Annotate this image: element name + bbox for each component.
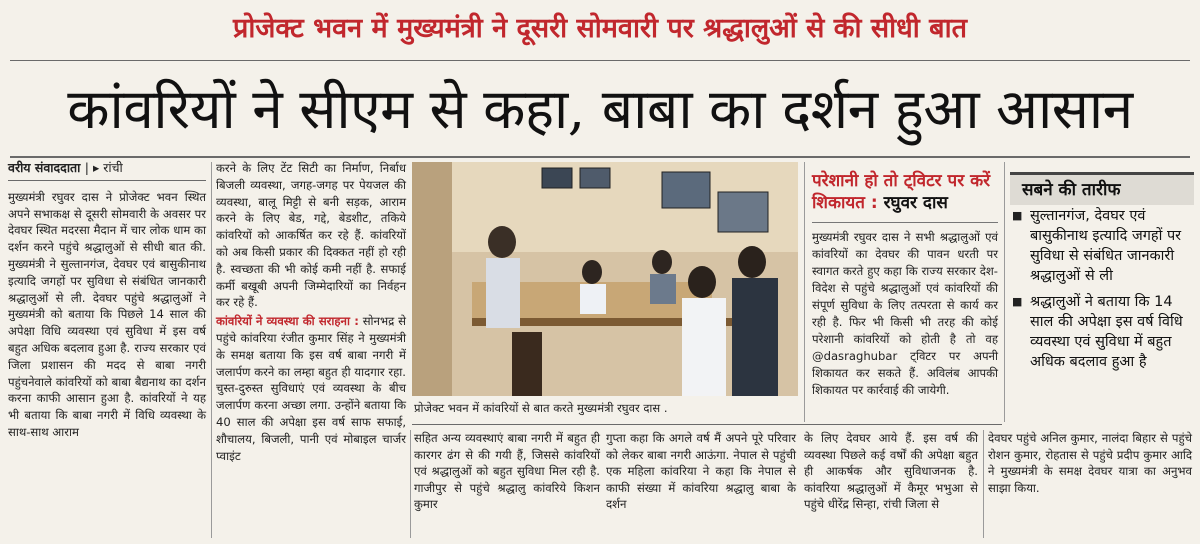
column-divider xyxy=(1004,162,1005,422)
meeting-room-illustration xyxy=(412,162,798,396)
praise-box-list xyxy=(1010,206,1196,378)
byline-place: रांची xyxy=(103,160,123,175)
article-column-2 xyxy=(216,160,406,463)
photo-caption: प्रोजेक्ट भवन में कांवरियों से बात करते मुख्यमंत्री रघुवर दास . xyxy=(414,401,668,415)
byline-divider xyxy=(8,180,206,181)
praise-item: ■ श्रद्धालुओं ने बताया कि 14 साल की अपेक्षा इस वर्ष विधि व्यवस्था एवं सुविधा में बहुत अधिक बदलाव हुआ है xyxy=(1010,292,1196,372)
twitter-box-title-line2 xyxy=(812,192,998,214)
article-text-col2a: करने के लिए टेंट सिटी का निर्माण, निर्बाध बिजली व्यवस्था, जगह-जगह पर पेयजल की व्यवस्था, बालू मिट्टी से बनी सड़क, आराम करने के लिए बेड, गद्दे, बेडशीट, तकिये कांवरियों को आकर्षित कर रहे हैं. कांवरियों को अब किसी प्रकार की दिक्कत नहीं हो रही है. स्वच्छता की भी कोई कमी नहीं है. सफाई कर्मी बखूबी अपनी जिम्मेदारियों का निर्वहन कर रहे हैं. xyxy=(216,161,406,310)
photo-bottom-divider xyxy=(412,424,1002,425)
article-subhead: कांवरियों ने व्यवस्था की सराहना : xyxy=(216,314,359,329)
praise-item: ■ सुल्तानगंज, देवघर एवं बासुकीनाथ इत्यादि जगहों पर सुविधा से संबंधित जानकारी श्रद्धालुओं से ली xyxy=(1010,206,1196,286)
main-headline: कांवरियों ने सीएम से कहा, बाबा का दर्शन हुआ आसान xyxy=(67,77,1133,141)
article-text-bottom-1: सहित अन्य व्यवस्थाएं बाबा नगरी में बहुत ही कारगर ढंग से की गयी हैं, जिससे कांवरियों एवं श्रद्धालुओं को बहुत सुविधा मिल रही है. गाजीपुर से पहुंचे श्रद्धालु कांवरिये किशन कुमार xyxy=(414,431,600,512)
byline-author: वरीय संवाददाता xyxy=(8,160,81,175)
column-divider xyxy=(983,430,984,538)
byline xyxy=(8,160,206,177)
article-text-bottom-4: देवघर पहुंचे अनिल कुमार, नालंदा बिहार से पहुंचे रोशन कुमार, रोहतास से पहुंचे प्रदीप कुमार आदि ने मुख्यमंत्री के समक्ष देवघर यात्रा का अनुभव साझा किया. xyxy=(988,431,1192,495)
byline-place-marker: | ▸ xyxy=(84,160,104,175)
column-divider xyxy=(211,162,212,538)
article-text-col1: मुख्यमंत्री रघुवर दास ने प्रोजेक्ट भवन स्थित अपने सभाकक्ष से दूसरी सोमवारी के अवसर पर देवघर स्थित मदरसा मैदान में चार लोक धाम का दर्शन करने पहुंचे श्रद्धालुओं से सीधी बात की. मुख्यमंत्री ने सुल्तानगंज, देवघर एवं बासुकीनाथ इत्यादि जगहों पर सुविधा से संबंधित जानकारी श्रद्धालुओं से ली. देवघर पहुंचे श्रद्धालुओं ने मुख्यमंत्री को बताया कि पिछले 14 साल की अपेक्षा विधि व्यवस्था एवं सुविधा में इस वर्ष बहुत अधिक बदलाव हुआ है. राज्य सरकार एवं जिला प्रशासन की मदद से बाबा नगरी पहुंचनेवाले कांवरियों को बाबा बैद्यनाथ का दर्शन करना काफी आसान हुआ है. कांवरियों ने यह भी बताया कि बाबा नगरी में विधि व्यवस्था के साथ-साथ आराम xyxy=(8,189,206,439)
twitter-box-title-prefix: शिकायत : xyxy=(812,193,884,213)
twitter-box-title-name: रघुवर दास xyxy=(883,193,948,213)
article-text-col2b: सोनभद्र से पहुंचे कांवरिया रंजीत कुमार सिंह ने मुख्यमंत्री के समक्ष बताया कि इस वर्ष बाबा नगरी में जलार्पण करने का लम्हा बहुत ही यादगार रहा. चुस्त-दुरुस्त सुविधाएं एवं व्यवस्था के बीच जलार्पण करना अच्छा लगा. उन्होंने बताया कि 40 साल की अपेक्षा इस वर्ष साफ सफाई, शौचालय, बिजली, पानी एवं मोबाइल चार्जर प्वाइंट xyxy=(216,314,406,463)
column-divider xyxy=(804,162,805,422)
article-text-bottom-3: के लिए देवघर आये हैं. इस वर्ष की व्यवस्था पिछले कई वर्षों की अपेक्षा बहुत ही आकर्षक और सुविधाजनक है. कांवरिया श्रद्धालुओं में कैमूर भभुआ से पहुंचे धीरेंद्र सिन्हा, रांची जिला से xyxy=(804,431,978,512)
headline-divider xyxy=(10,156,1190,158)
twitter-box-body: मुख्यमंत्री रघुवर दास ने सभी श्रद्धालुओं एवं कांवरियों का देवघर की पावन धरती पर स्वागत करते हुए कहा कि राज्य सरकार देश-विदेश से पहुंचे श्रद्धालुओं एवं कांवरियों की संपूर्ण सुविधा के लिए तत्परता से कार्य कर रही है. फिर भी किसी भी तरह की कोई परेशानी कांवरियों को होती है तो वह @dasraghubar ट्विटर पर अपनी शिकायत कर सकते हैं. अविलंब आपकी शिकायत पर कार्रवाई की जायेगी. xyxy=(812,230,998,397)
praise-box-title: सबने की तारीफ xyxy=(1010,172,1194,205)
article-column-1 xyxy=(8,160,206,538)
twitter-complaint-box xyxy=(812,170,998,420)
twitter-box-divider xyxy=(812,222,998,223)
kicker-divider xyxy=(10,60,1190,61)
twitter-box-title-line1: परेशानी हो तो ट्विटर पर करें xyxy=(812,171,991,191)
kicker-headline: प्रोजेक्ट भवन में मुख्यमंत्री ने दूसरी सोमवारी पर श्रद्धालुओं से की सीधी बात xyxy=(233,13,967,44)
column-divider xyxy=(410,430,411,538)
article-text-bottom-2: गुप्ता कहा कि अगले वर्ष मैं अपने पूरे परिवार को लेकर बाबा नगरी आऊंगा. नेपाल से पहुंची एक महिला कांवरिया ने कहा कि नेपाल से काफी संख्या में कांवरिया श्रद्धालु बाबा के दर्शन xyxy=(606,431,796,512)
news-photo xyxy=(412,162,798,396)
